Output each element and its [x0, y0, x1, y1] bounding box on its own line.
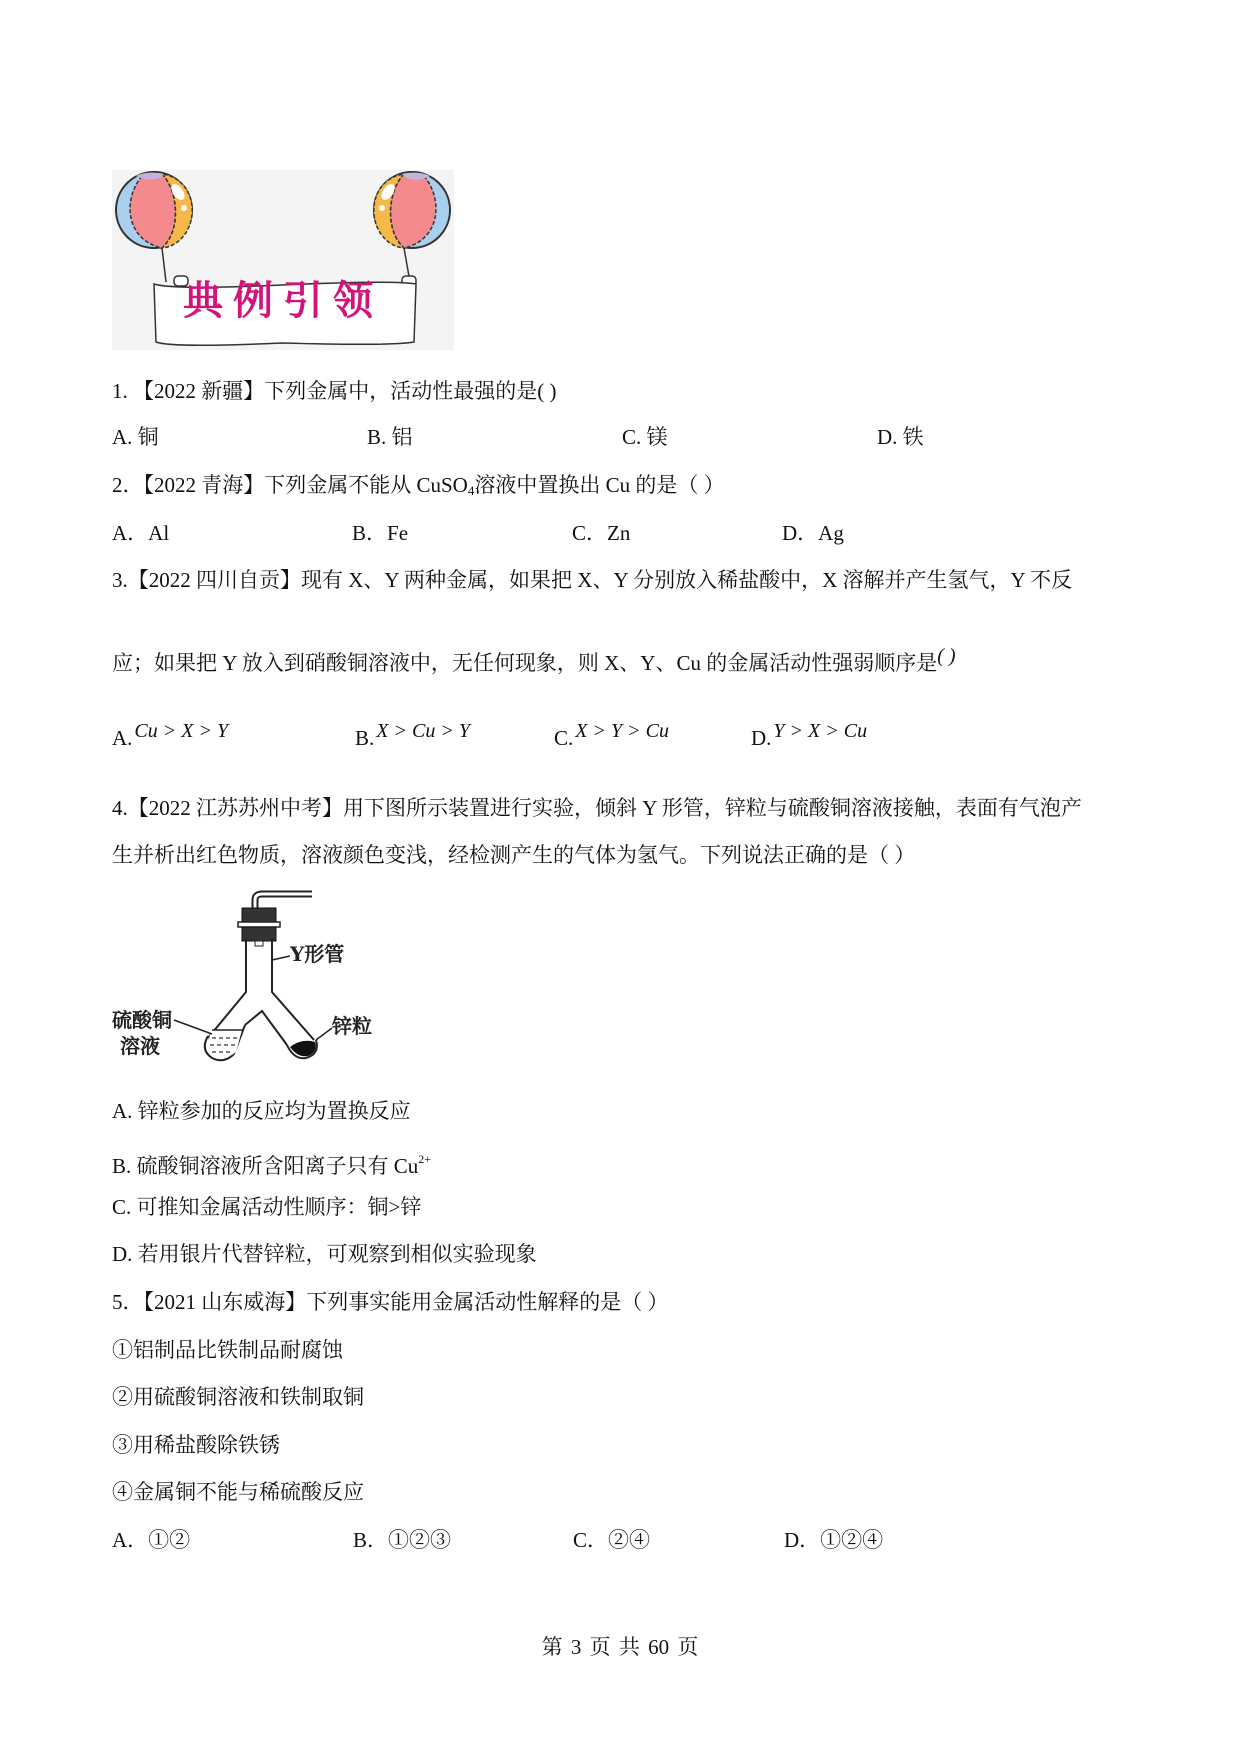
right-balloon-icon: [374, 172, 450, 282]
y-tube-diagram: [112, 890, 402, 1065]
question-number: 3.: [112, 568, 128, 592]
q1-option-b[interactable]: B. 铝: [367, 425, 413, 449]
q3-option-b[interactable]: B. X > Cu > Y: [355, 720, 470, 750]
q4-option-c[interactable]: C. 可推知金属活动性顺序：铜>锌: [112, 1195, 422, 1219]
banner-title: 典例引领: [183, 277, 383, 324]
section-banner: [112, 170, 454, 350]
question-source: 【2022 江苏苏州中考】: [127, 796, 343, 820]
q5-statement-4: ④金属铜不能与稀硫酸反应: [112, 1480, 364, 1504]
q3-option-d[interactable]: D. Y > X > Cu: [751, 720, 868, 750]
q5-statement-1: ①铝制品比铁制品耐腐蚀: [112, 1338, 343, 1362]
q2-option-c[interactable]: C．Zn: [572, 521, 631, 545]
q4-option-b[interactable]: B. 硫酸铜溶液所含阳离子只有 $Cu^{2+}$: [112, 1152, 432, 1178]
q1-option-d[interactable]: D. 铁: [877, 425, 924, 449]
label-copper-sulfate-line1: 硫酸铜: [112, 1008, 172, 1032]
question-4-stem-line1: 4.【2022 江苏苏州中考】用下图所示装置进行实验，倾斜 Y 形管，锌粒与硫酸铜溶液接触，表面有气泡产: [112, 796, 1082, 820]
question-source: 【2022 四川自贡】: [127, 568, 301, 592]
label-y-tube: Y形管: [290, 942, 345, 966]
q2-option-b[interactable]: B．Fe: [352, 521, 409, 545]
question-number: 2．: [112, 473, 144, 497]
q2-option-d[interactable]: D．Ag: [782, 521, 844, 545]
question-1-stem: [112, 377, 557, 405]
q4-option-a[interactable]: A. 锌粒参加的反应均为置换反应: [112, 1099, 411, 1123]
question-number: 4.: [112, 796, 128, 820]
q3-option-c[interactable]: C. X > Y > Cu: [554, 720, 669, 750]
question-4-stem-line2: 生并析出红色物质，溶液颜色变浅，经检测产生的气体为氢气。下列说法正确的是（ ）: [112, 843, 916, 867]
page-number-footer: 第 3 页 共 60 页: [541, 1635, 699, 1659]
answer-blank: ( ): [937, 645, 956, 667]
q3-option-a[interactable]: A. Cu > X > Y: [112, 720, 229, 750]
q4-option-d[interactable]: D. 若用银片代替锌粒，可观察到相似实验现象: [112, 1242, 537, 1266]
q5-statement-3: ③用稀盐酸除铁锈: [112, 1433, 280, 1457]
q5-option-c[interactable]: C．②④: [573, 1528, 651, 1552]
question-number: 5．: [112, 1290, 144, 1314]
question-source: 【2022 新疆】: [133, 379, 265, 403]
question-5-stem: 5．【2021 山东威海】下列事实能用金属活动性解释的是（ ）: [112, 1290, 669, 1314]
question-2-stem: 2．【2022 青海】下列金属不能从 CuSO$_4$溶液中置换出 Cu 的是（ ）: [112, 473, 725, 498]
question-text: 下列金属中，活动性最强的是( ): [264, 379, 557, 403]
left-balloon-icon: [116, 172, 192, 282]
q5-statement-2: ②用硫酸铜溶液和铁制取铜: [112, 1385, 364, 1409]
question-3-stem-line1: 3.【2022 四川自贡】现有 X、Y 两种金属，如果把 X、Y 分别放入稀盐酸中，X 溶解并产生氢气，Y 不反: [112, 568, 1073, 592]
question-source: 【2022 青海】: [143, 473, 265, 497]
q2-option-a[interactable]: A．Al: [112, 521, 170, 545]
question-number: 1.: [112, 379, 128, 403]
q1-option-a[interactable]: A. 铜: [112, 425, 159, 449]
label-zinc-granules: 锌粒: [332, 1014, 372, 1038]
question-3-stem-line2: 应；如果把 Y 放入到硝酸铜溶液中，无任何现象，则 X、Y、Cu 的金属活动性强弱顺序是( ): [112, 645, 956, 675]
question-source: 【2021 山东威海】: [143, 1290, 307, 1314]
q5-option-d[interactable]: D．①②④: [784, 1528, 884, 1552]
q5-option-b[interactable]: B．①②③: [353, 1528, 452, 1552]
q1-option-c[interactable]: C. 镁: [622, 425, 668, 449]
label-copper-sulfate-line2: 溶液: [120, 1034, 160, 1058]
q5-option-a[interactable]: A．①②: [112, 1528, 191, 1552]
